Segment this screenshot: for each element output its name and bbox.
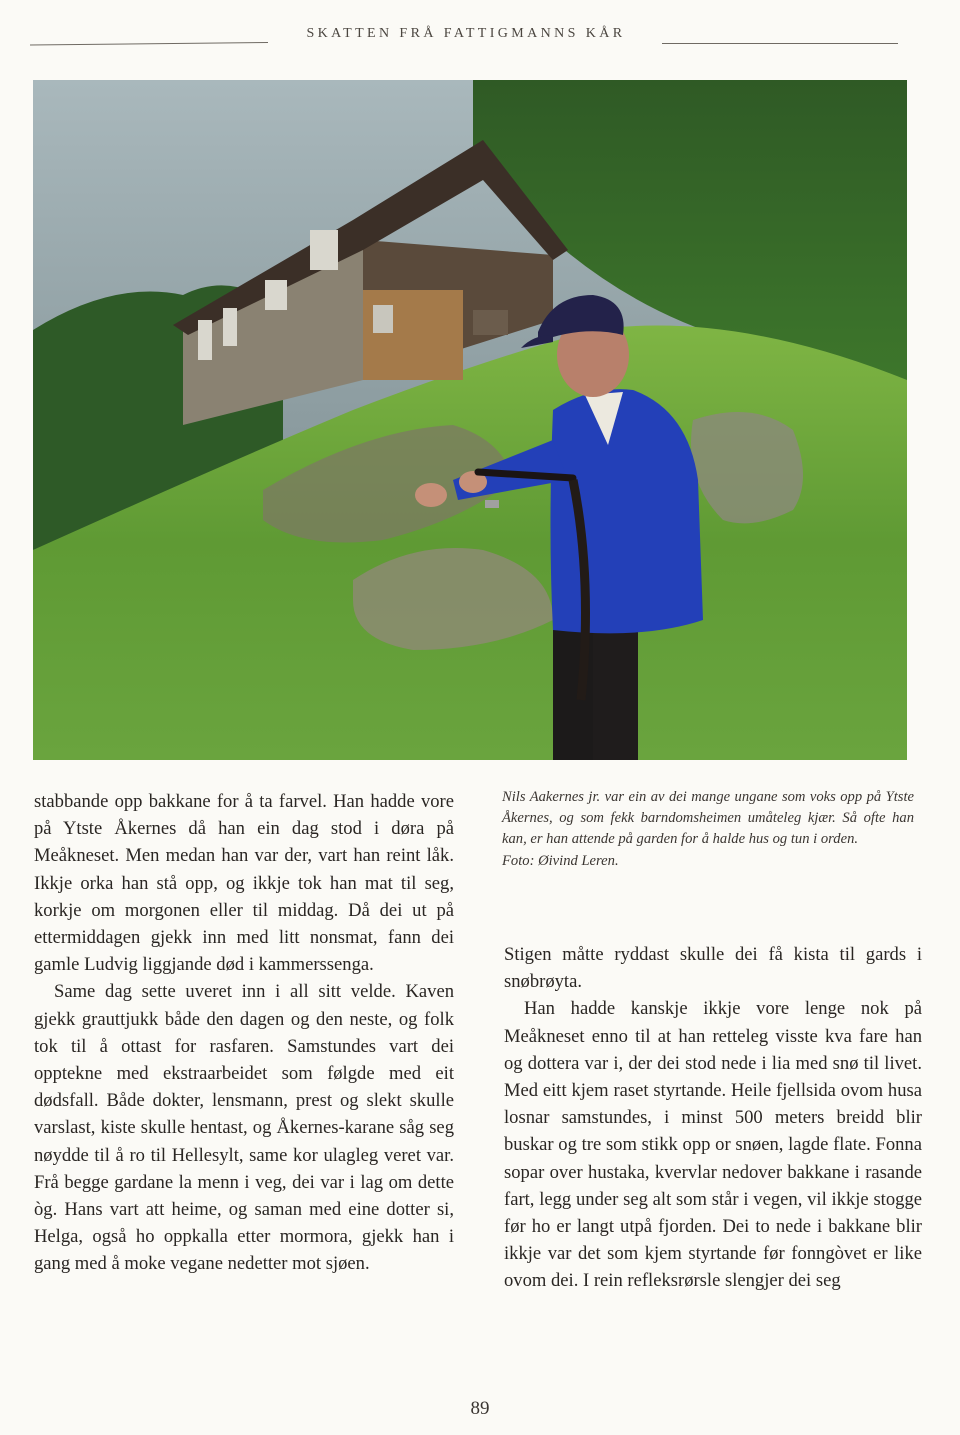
left-text-column — [34, 788, 454, 1278]
page-number: 89 — [470, 1398, 490, 1419]
header-rule-left — [30, 42, 268, 45]
right-paragraph-1: Stigen måtte ryddast skulle dei få kista til gards i snøbrøyta. — [504, 944, 922, 993]
running-head-title: SKATTEN FRÅ FATTIGMANNS KÅR — [306, 26, 626, 41]
photo-man-with-scythe-by-farmhouse — [33, 80, 907, 760]
left-paragraph-1: stabbande opp bakkane for å ta farvel. Han hadde vore på Ytste Åkernes då han ein dag stod i døra på Meåkneset. Men medan han var der, vart han reint låk. Ikkje orka han stå opp, og ikkje tok han mat til seg, korkje om morgonen eller til middag. Då dei ut på ettermiddagen gjekk inn med litt nonsmat, fann dei gamle Ludvig liggjande død i kammerssenga. — [34, 791, 454, 976]
photo-illustration — [33, 80, 907, 760]
running-head — [30, 22, 900, 52]
photo-caption — [502, 787, 914, 872]
photo-credit: Foto: Øivind Leren. — [502, 852, 619, 869]
header-rule-right — [662, 43, 898, 44]
left-paragraph-2: Same dag sette uveret inn i all sitt velde. Kaven gjekk grauttjukk både den dagen og den neste, og folk tok til å ottast for rasfaren. Samstundes vart dei opptekne med ekstraarbeidet som følgde med eit dødsfall. Både dokter, lensmann, prest og slekt skulle varslast, kiste skulle hentast, og Åkernes-karane såg seg nøydde til å ro til Hellesylt, same kor ulagleg veret var. Frå begge gardane la menn i veg, dei var i lag om dette òg. Hans vart att heime, og saman med eine dotter si, Helga, også ho oppkalla etter mormora, gjekk han i gang med å moke vegane nedetter mot sjøen. — [34, 981, 454, 1275]
right-text-column — [504, 941, 922, 1295]
caption-text: Nils Aakernes jr. var ein av dei mange ungane som voks opp på Ytste Åkernes, og som fekk barndomsheimen umåteleg kjær. Så ofte han kan, er han attende på garden for å halde hus og tun i orden. — [502, 789, 914, 848]
right-paragraph-2: Han hadde kanskje ikkje vore lenge nok på Meåkneset enno til at han retteleg visste kva fare han og dottera var i, der dei stod nede i lia med snø til livet. Med eitt kjem raset styrtande. Heile fjellsida ovom husa losnar samstundes, i minst 500 meters breidd blir buskar og tre som stikk opp or snøen, lagde flate. Fonna sopar over hustaka, kvervlar nedover bakkane i rasande fart, legg under seg alt som står i vegen, vil ikkje stogge før ho er langt utpå fjorden. Dei to nede i bakkane blir ikkje var det som kjem styrtande før fonngòvet er like ovom dei. I rein refleksrørsle slengjer dei seg — [504, 998, 922, 1292]
